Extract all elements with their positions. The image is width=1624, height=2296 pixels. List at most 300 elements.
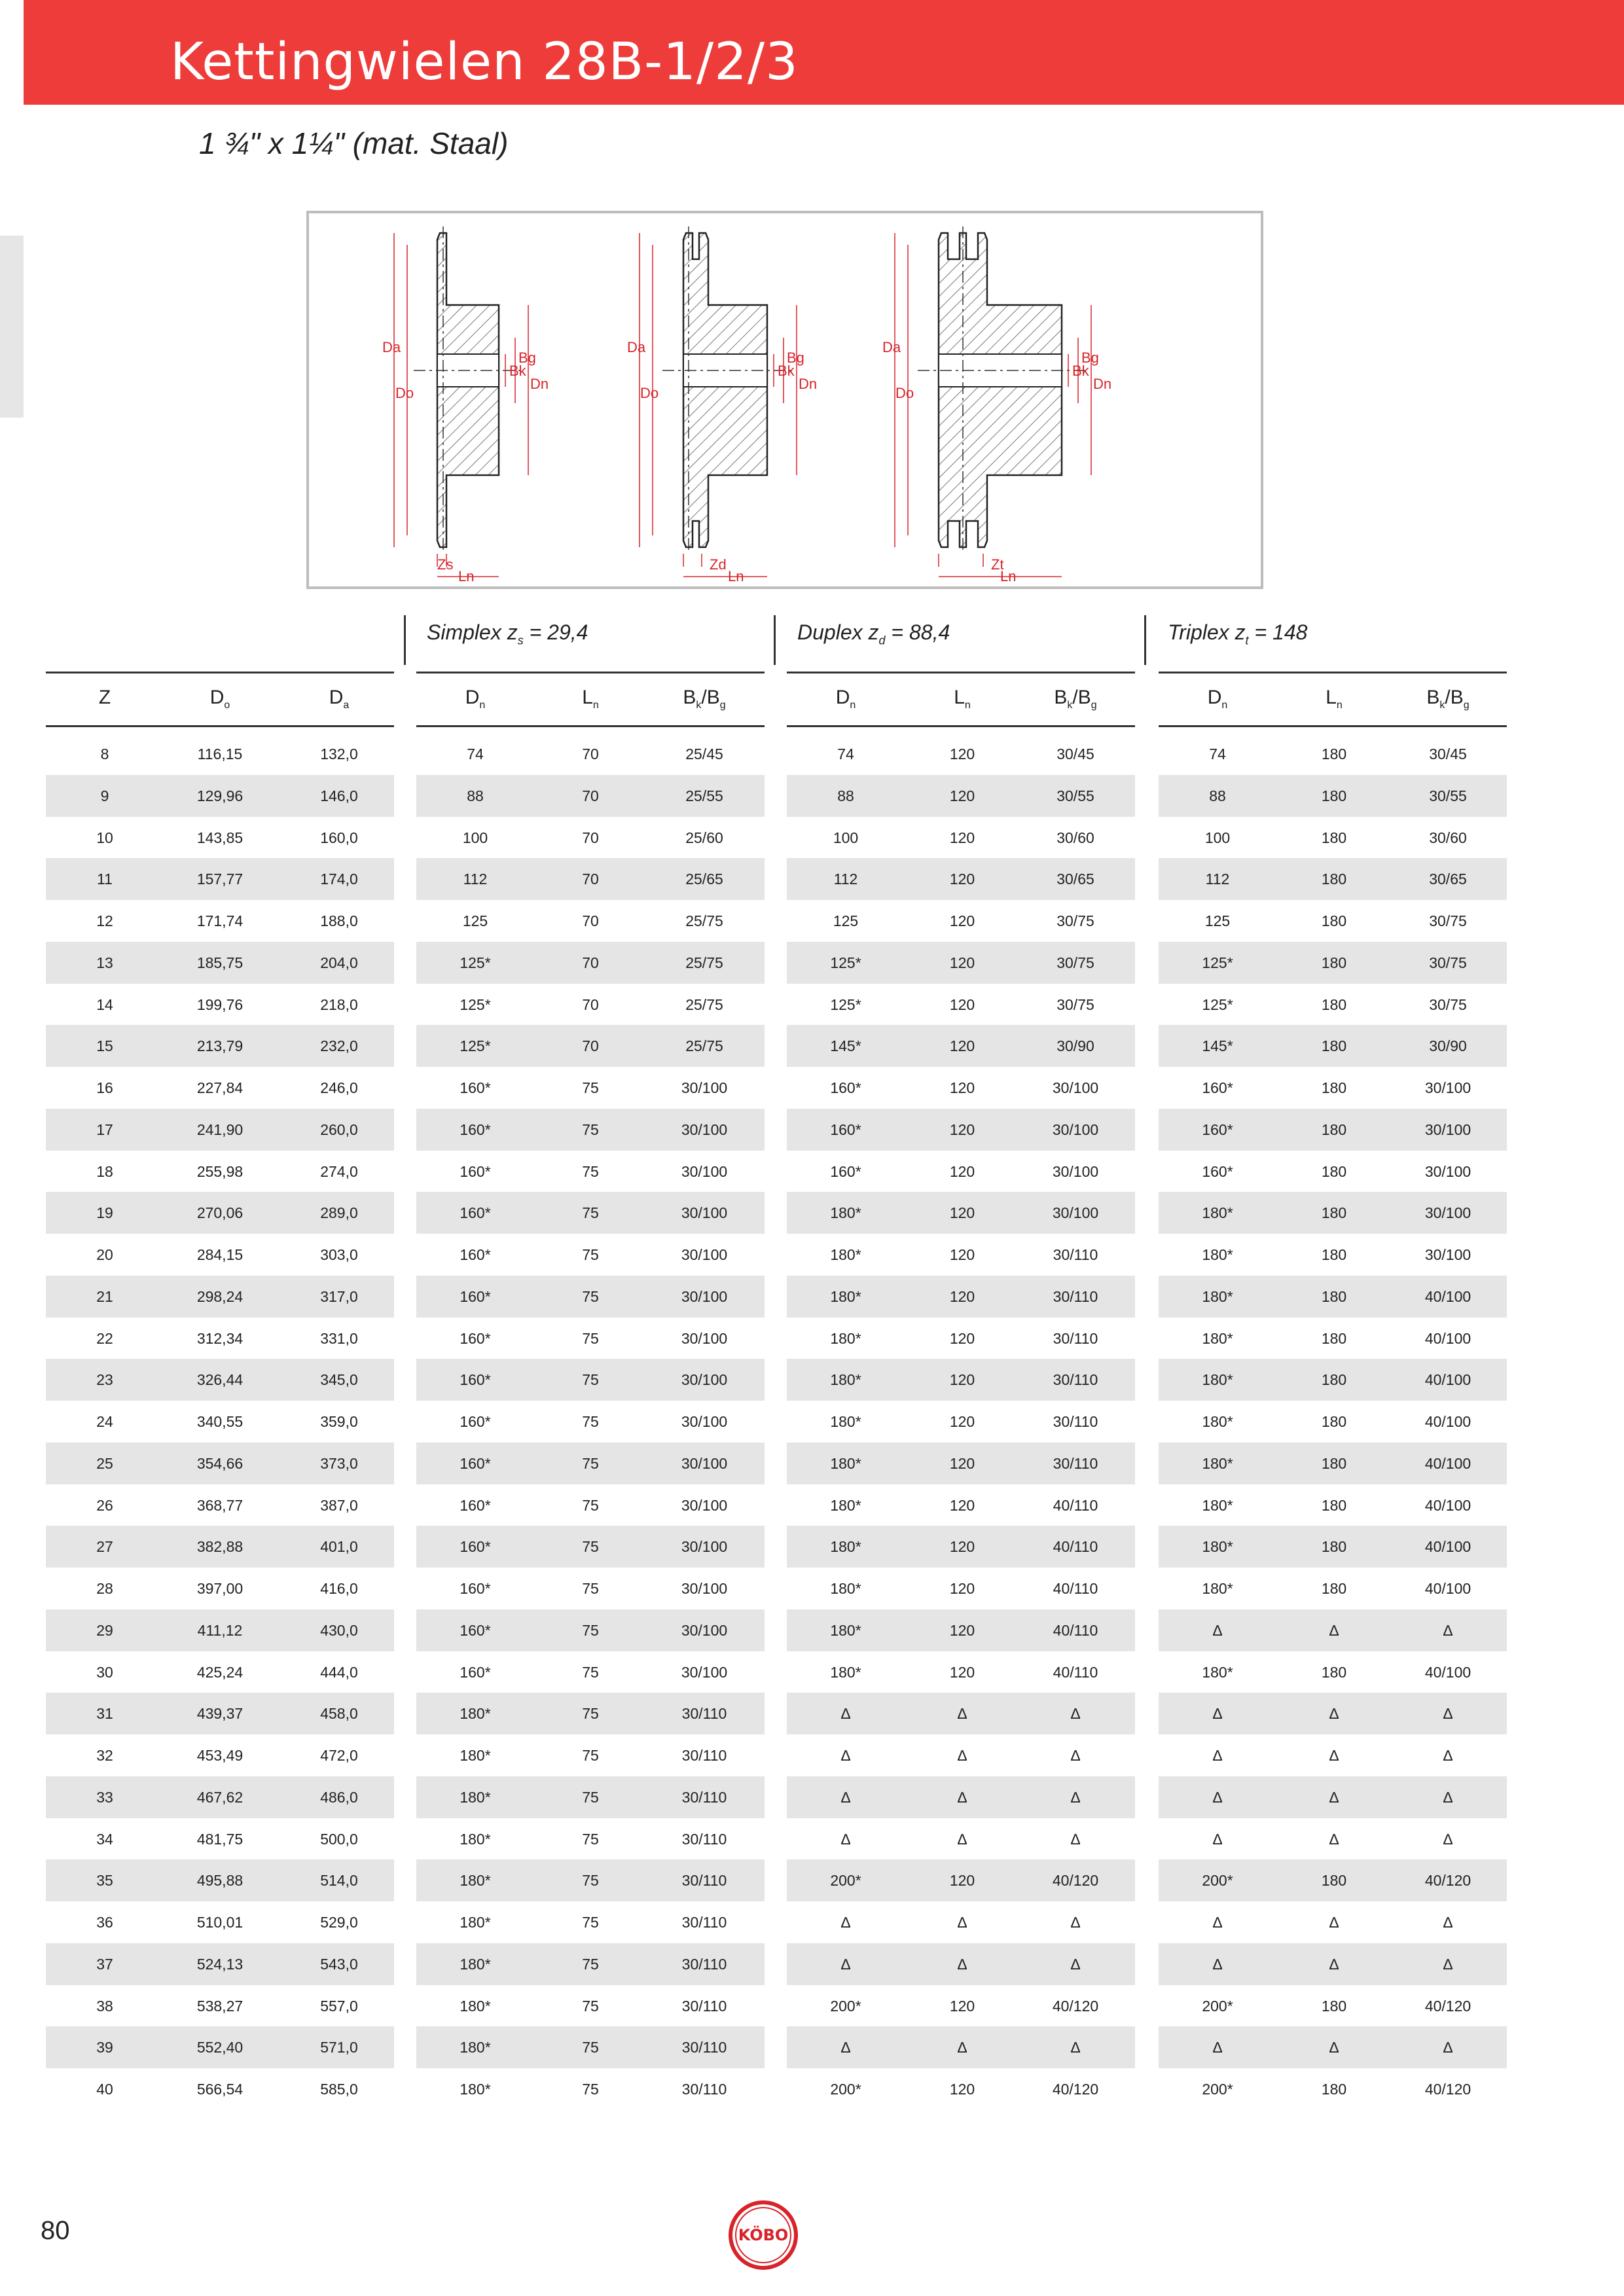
table-cell: 566,54 [196, 2081, 244, 2098]
table-cell: 30/110 [681, 1747, 727, 1764]
header-rule [416, 725, 765, 727]
column-header: $B_k/B_g$ [1054, 687, 1097, 711]
table-cell: 387,0 [320, 1496, 358, 1514]
table-cell: 75 [582, 1287, 599, 1305]
table-cell: 524,13 [196, 1955, 244, 1973]
table-cell: 303,0 [320, 1246, 358, 1263]
table-cell: 30/100 [681, 1329, 728, 1347]
header-rule [416, 672, 765, 673]
column-header: Z [98, 687, 111, 708]
table-cell: 180* [1202, 1663, 1233, 1681]
table-cell: 37 [96, 1955, 113, 1973]
table-cell: 180* [460, 1788, 491, 1806]
table-cell: ∆ [1212, 1705, 1223, 1723]
table-cell: 75 [582, 1705, 599, 1723]
table-cell: 25/60 [685, 829, 723, 846]
table-cell: 74 [837, 745, 854, 762]
table-cell: 125 [833, 912, 859, 929]
table-cell: 180* [830, 1287, 861, 1305]
table-cell: 30/100 [681, 1663, 728, 1681]
table-cell: 30/110 [681, 1955, 727, 1973]
table-cell: 180* [460, 2081, 491, 2098]
table-cell: 116,15 [197, 745, 243, 762]
table-cell: ∆ [957, 1747, 967, 1764]
table-cell: 312,34 [196, 1329, 244, 1347]
table-cell: ∆ [1212, 1788, 1223, 1806]
table-cell: 29 [96, 1621, 113, 1639]
table-cell: 40/110 [1053, 1663, 1098, 1681]
table-cell: ∆ [1070, 1830, 1081, 1848]
drawing-label: Zd [710, 556, 727, 573]
table-cell: 75 [582, 1496, 599, 1514]
table-cell: 120 [949, 870, 975, 888]
table-cell: 39 [96, 2039, 113, 2056]
table-cell: 74 [467, 745, 484, 762]
table-cell: 120 [949, 1121, 975, 1138]
table-cell: ∆ [840, 1705, 851, 1723]
drawing-label: Bk [509, 363, 526, 379]
table-cell: 180 [1321, 829, 1347, 846]
table-cell: 160* [460, 1287, 491, 1305]
table-cell: ∆ [957, 1830, 967, 1848]
column-header: $B_k/B_g$ [683, 687, 726, 711]
table-cell: 112 [463, 870, 488, 888]
table-cell: ∆ [1443, 2039, 1453, 2056]
table-cell: 75 [582, 1830, 599, 1848]
table-cell: 17 [96, 1121, 113, 1138]
table-cell: 180 [1321, 787, 1347, 804]
table-cell: 120 [949, 1079, 975, 1096]
table-cell: 75 [582, 1329, 599, 1347]
table-cell: 30/100 [1424, 1204, 1471, 1222]
table-cell: 200* [830, 1872, 861, 1890]
table-cell: ∆ [840, 1914, 851, 1931]
table-row [46, 1859, 1507, 1901]
drawing-label: Dn [530, 376, 549, 392]
table-cell: 160* [1202, 1079, 1233, 1096]
table-cell: 180 [1321, 1872, 1347, 1890]
table-cell: ∆ [840, 1788, 851, 1806]
duplex-sprocket-drawing [627, 226, 817, 584]
table-cell: 180* [830, 1621, 861, 1639]
table-cell: 160* [460, 1413, 491, 1430]
table-cell: 30/90 [1429, 1037, 1467, 1055]
table-row [46, 1651, 1507, 1693]
table-cell: 30/110 [1053, 1454, 1098, 1472]
table-cell: 75 [582, 1621, 599, 1639]
kobo-logo: KÖBO [728, 2200, 799, 2270]
table-cell: 120 [949, 1246, 975, 1263]
table-cell: 180* [1202, 1413, 1233, 1430]
table-cell: 200* [1202, 1997, 1233, 2015]
sprocket-drawings [309, 213, 1261, 586]
table-cell: 180 [1321, 1997, 1347, 2015]
table-cell: 180* [1202, 1246, 1233, 1263]
table-cell: 411,12 [197, 1621, 243, 1639]
table-row [46, 1276, 1507, 1318]
table-cell: 125* [830, 996, 861, 1013]
table-cell: 160* [460, 1162, 491, 1180]
table-cell: 180* [1202, 1580, 1233, 1597]
table-cell: 180 [1321, 954, 1347, 971]
table-cell: 30/110 [681, 1997, 727, 2015]
table-cell: 25/75 [685, 1037, 723, 1055]
table-cell: ∆ [1212, 1830, 1223, 1848]
header-rule [787, 672, 1135, 673]
drawing-label: Bg [518, 350, 536, 366]
table-cell: 160* [460, 1329, 491, 1347]
table-cell: 27 [96, 1538, 113, 1556]
table-cell: 180* [460, 1872, 491, 1890]
table-row [46, 2068, 1507, 2110]
table-cell: ∆ [1212, 1914, 1223, 1931]
table-cell: 200* [830, 2081, 861, 2098]
table-cell: 14 [96, 996, 113, 1013]
table-cell: 260,0 [320, 1121, 358, 1138]
table-cell: 30/100 [681, 1121, 728, 1138]
drawing-label: Dn [1093, 376, 1112, 392]
table-cell: 373,0 [320, 1454, 358, 1472]
table-cell: 75 [582, 1204, 599, 1222]
table-row [46, 1359, 1507, 1401]
table-cell: 40/120 [1052, 1872, 1099, 1890]
table-cell: 30/100 [681, 1621, 728, 1639]
table-cell: ∆ [1443, 1747, 1453, 1764]
table-row [46, 900, 1507, 942]
table-cell: 100 [833, 829, 859, 846]
table-cell: 180* [460, 1997, 491, 2015]
table-cell: ∆ [957, 2039, 967, 2056]
table-cell: 26 [96, 1496, 113, 1514]
table-cell: 25 [96, 1454, 113, 1472]
table-cell: 200* [1202, 1872, 1233, 1890]
table-row [46, 1401, 1507, 1443]
table-cell: 160,0 [320, 829, 358, 846]
table-cell: 35 [96, 1872, 113, 1890]
table-cell: 75 [582, 1663, 599, 1681]
table-cell: 359,0 [320, 1413, 358, 1430]
table-cell: 30/100 [681, 1538, 728, 1556]
table-cell: 180* [830, 1538, 861, 1556]
table-cell: 453,49 [196, 1747, 244, 1764]
table-cell: 241,90 [196, 1121, 244, 1138]
table-cell: 120 [949, 1496, 975, 1514]
table-cell: 467,62 [196, 1788, 244, 1806]
table-cell: 180* [1202, 1371, 1233, 1389]
side-tab [0, 236, 24, 418]
table-cell: 232,0 [320, 1037, 358, 1055]
drawing-label: Ln [458, 568, 475, 584]
table-cell: ∆ [1070, 1705, 1081, 1723]
table-cell: 70 [582, 787, 599, 804]
table-cell: 40 [96, 2081, 113, 2098]
simplex-sprocket-drawing [382, 226, 549, 584]
table-row [46, 1568, 1507, 1609]
table-cell: 125* [460, 954, 491, 971]
column-header: $D_n$ [1207, 687, 1228, 711]
page-title: Kettingwielen 28B-1/2/3 [170, 33, 799, 92]
table-cell: 30/100 [681, 1246, 728, 1263]
table-cell: 500,0 [320, 1830, 358, 1848]
drawing-label: Zt [991, 556, 1004, 573]
table-cell: 75 [582, 1580, 599, 1597]
table-cell: ∆ [1212, 1955, 1223, 1973]
table-cell: 25/75 [685, 912, 723, 929]
table-cell: 21 [96, 1287, 113, 1305]
column-header: $L_n$ [954, 687, 971, 711]
drawing-label: Bk [778, 363, 795, 379]
table-cell: 160* [460, 1580, 491, 1597]
table-cell: 30/110 [681, 2081, 727, 2098]
table-cell: 174,0 [320, 870, 358, 888]
table-cell: 30/100 [1052, 1162, 1099, 1180]
table-cell: 30/100 [681, 1496, 728, 1514]
table-cell: 274,0 [320, 1162, 358, 1180]
table-cell: 180 [1321, 1663, 1347, 1681]
table-cell: 70 [582, 954, 599, 971]
table-cell: 200* [830, 1997, 861, 2015]
table-cell: 439,37 [196, 1705, 244, 1723]
table-cell: 30/100 [681, 1287, 728, 1305]
drawing-label: Bg [787, 350, 804, 366]
table-row [46, 1318, 1507, 1359]
table-cell: 30/100 [681, 1204, 728, 1222]
table-cell: 30/65 [1429, 870, 1467, 888]
table-cell: 75 [582, 1079, 599, 1096]
table-cell: 40/100 [1424, 1454, 1471, 1472]
table-row [46, 1901, 1507, 1943]
table-cell: 120 [949, 1621, 975, 1639]
table-cell: 495,88 [196, 1872, 244, 1890]
group-separator [1144, 615, 1146, 665]
drawing-label: Do [640, 385, 659, 401]
page-number: 80 [41, 2216, 70, 2245]
table-cell: 180 [1321, 745, 1347, 762]
table-cell: ∆ [1329, 1705, 1339, 1723]
table-cell: 75 [582, 1788, 599, 1806]
table-cell: 125 [462, 912, 488, 929]
table-cell: 75 [582, 1997, 599, 2015]
table-cell: 30/55 [1429, 787, 1467, 804]
table-cell: 120 [949, 954, 975, 971]
table-cell: 30/75 [1429, 996, 1467, 1013]
table-cell: 120 [949, 996, 975, 1013]
table-cell: 180* [460, 1914, 491, 1931]
table-cell: 180 [1321, 1496, 1347, 1514]
table-cell: 227,84 [196, 1079, 244, 1096]
group-label-duplex: Duplex $z_d = 88,4$ [797, 620, 950, 647]
technical-drawing [306, 211, 1263, 589]
table-cell: 120 [949, 1371, 975, 1389]
drawing-label: Dn [799, 376, 818, 392]
table-row [46, 1109, 1507, 1151]
table-cell: 30/100 [681, 1413, 728, 1430]
table-cell: 180 [1321, 1246, 1347, 1263]
drawing-label: Bk [1072, 363, 1089, 379]
table-cell: 160* [1202, 1162, 1233, 1180]
table-cell: 557,0 [320, 1997, 358, 2015]
table-cell: 120 [949, 787, 975, 804]
table-cell: ∆ [1329, 1621, 1339, 1639]
table-cell: 30/75 [1056, 954, 1094, 971]
table-cell: 180* [1202, 1496, 1233, 1514]
table-cell: 40/100 [1424, 1496, 1471, 1514]
table-cell: ∆ [1212, 1621, 1223, 1639]
group-separator [774, 615, 776, 665]
table-cell: 368,77 [196, 1496, 244, 1514]
table-cell: 204,0 [320, 954, 358, 971]
table-cell: 340,55 [196, 1413, 244, 1430]
table-row [46, 1067, 1507, 1109]
table-cell: 425,24 [196, 1663, 244, 1681]
table-cell: 11 [97, 870, 113, 888]
table-cell: 70 [582, 912, 599, 929]
table-cell: 180* [460, 1830, 491, 1848]
table-cell: 510,01 [196, 1914, 244, 1931]
table-cell: 25/75 [685, 954, 723, 971]
table-cell: 30/110 [1053, 1371, 1098, 1389]
table-cell: 70 [582, 829, 599, 846]
table-cell: 88 [837, 787, 854, 804]
table-cell: ∆ [840, 2039, 851, 2056]
table-cell: 585,0 [320, 2081, 358, 2098]
table-cell: 180* [1202, 1329, 1233, 1347]
table-row [46, 817, 1507, 859]
table-cell: 70 [582, 1037, 599, 1055]
column-header: $D_n$ [835, 687, 856, 711]
table-cell: 143,85 [196, 829, 244, 846]
table-row [46, 1526, 1507, 1568]
table-cell: 40/120 [1052, 1997, 1099, 2015]
table-cell: ∆ [840, 1830, 851, 1848]
table-cell: 20 [96, 1246, 113, 1263]
drawing-label: Ln [728, 568, 744, 584]
table-cell: 180 [1321, 1204, 1347, 1222]
table-cell: 30 [96, 1663, 113, 1681]
table-cell: 125 [1204, 912, 1231, 929]
table-cell: 30/75 [1429, 954, 1467, 971]
table-cell: ∆ [1443, 1830, 1453, 1848]
table-cell: 75 [582, 1121, 599, 1138]
table-cell: 331,0 [320, 1329, 358, 1347]
table-row [46, 775, 1507, 817]
drawing-label: Da [627, 339, 646, 355]
table-cell: 22 [96, 1329, 113, 1347]
column-header: $B_k/B_g$ [1426, 687, 1470, 711]
table-cell: 70 [582, 745, 599, 762]
table-cell: ∆ [1329, 1788, 1339, 1806]
column-header: $D_o$ [209, 687, 230, 711]
table-cell: 270,06 [196, 1204, 244, 1222]
column-header: $L_n$ [582, 687, 599, 711]
table-cell: ∆ [1443, 1914, 1453, 1931]
table-cell: 18 [96, 1162, 113, 1180]
table-cell: 180* [460, 1955, 491, 1973]
table-cell: 40/120 [1424, 2081, 1471, 2098]
table-cell: 120 [949, 1872, 975, 1890]
table-cell: 30/75 [1429, 912, 1467, 929]
table-cell: ∆ [957, 1705, 967, 1723]
table-cell: 12 [96, 912, 113, 929]
table-cell: 40/120 [1424, 1997, 1471, 2015]
table-cell: 25/55 [685, 787, 723, 804]
table-cell: 120 [949, 1413, 975, 1430]
table-cell: 157,77 [196, 870, 244, 888]
table-cell: 120 [949, 829, 975, 846]
table-cell: 160* [460, 1246, 491, 1263]
table-cell: 125* [830, 954, 861, 971]
table-cell: 40/100 [1424, 1580, 1471, 1597]
table-cell: 10 [96, 829, 113, 846]
drawing-label: Ln [1000, 568, 1017, 584]
table-cell: 430,0 [320, 1621, 358, 1639]
column-header: $L_n$ [1326, 687, 1343, 711]
table-cell: 25/75 [685, 996, 723, 1013]
table-cell: 31 [96, 1705, 113, 1723]
table-cell: 40/100 [1424, 1413, 1471, 1430]
table-cell: 180 [1321, 1037, 1347, 1055]
table-row [46, 1234, 1507, 1276]
table-cell: 8 [100, 745, 109, 762]
table-cell: 30/110 [681, 1872, 727, 1890]
header-rule [787, 725, 1135, 727]
table-cell: 125* [1202, 954, 1233, 971]
table-cell: 75 [582, 1955, 599, 1973]
table-cell: 185,75 [196, 954, 244, 971]
table-cell: 120 [949, 745, 975, 762]
table-cell: ∆ [1443, 1705, 1453, 1723]
table-cell: 180* [830, 1204, 861, 1222]
table-cell: 70 [582, 996, 599, 1013]
table-cell: 30/45 [1056, 745, 1094, 762]
table-cell: ∆ [840, 1747, 851, 1764]
table-cell: 125* [460, 1037, 491, 1055]
table-cell: 397,00 [196, 1580, 244, 1597]
table-cell: 444,0 [320, 1663, 358, 1681]
table-cell: 160* [830, 1162, 861, 1180]
table-cell: 40/110 [1053, 1621, 1098, 1639]
table-cell: 30/75 [1056, 996, 1094, 1013]
table-cell: 180 [1321, 1413, 1347, 1430]
table-cell: 120 [949, 1997, 975, 2015]
table-cell: ∆ [957, 1914, 967, 1931]
table-cell: 30/100 [1424, 1121, 1471, 1138]
table-cell: 30/55 [1056, 787, 1094, 804]
table-cell: ∆ [1443, 1955, 1453, 1973]
table-cell: ∆ [1329, 1747, 1339, 1764]
table-row [46, 1484, 1507, 1526]
table-cell: 401,0 [320, 1538, 358, 1556]
table-cell: ∆ [1070, 1747, 1081, 1764]
table-cell: 75 [582, 1747, 599, 1764]
table-cell: 188,0 [320, 912, 358, 929]
table-cell: 30/65 [1056, 870, 1094, 888]
table-cell: 120 [949, 1287, 975, 1305]
table-cell: 120 [949, 1329, 975, 1347]
table-cell: 120 [949, 912, 975, 929]
table-cell: 75 [582, 1413, 599, 1430]
table-cell: 481,75 [196, 1830, 244, 1848]
table-cell: 132,0 [320, 745, 358, 762]
table-cell: 32 [96, 1747, 113, 1764]
table-cell: 180 [1321, 1538, 1347, 1556]
table-cell: ∆ [1212, 2039, 1223, 2056]
header-rule [1159, 672, 1507, 673]
table-cell: 529,0 [320, 1914, 358, 1931]
header-rule [46, 672, 394, 673]
table-cell: 30/45 [1429, 745, 1467, 762]
table-row [46, 1776, 1507, 1818]
